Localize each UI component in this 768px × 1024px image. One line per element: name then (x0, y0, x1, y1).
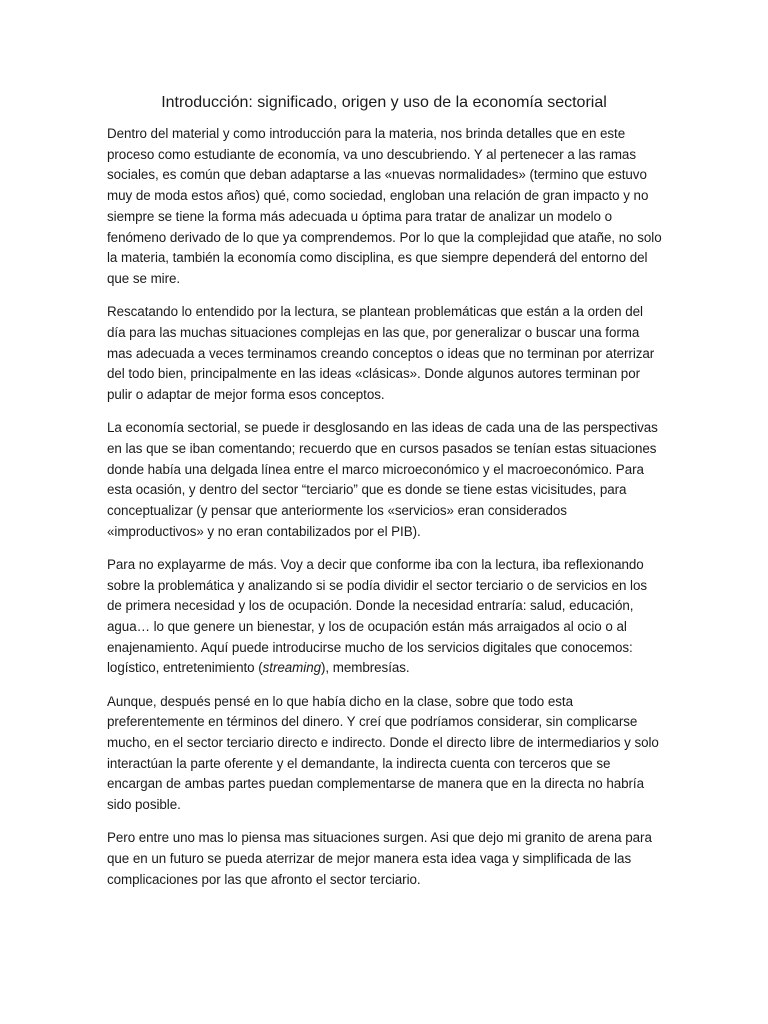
paragraph-5: Aunque, después pensé en lo que había dicho en la clase, sobre que todo esta preferentemente en términos del dinero. Y creí que podríamos considerar, sin complicarse mucho, en el sector terciario directo e indirecto. Donde el directo libre de intermediarios y solo interactúan la parte oferente y el demandante, la indirecta cuenta con terceros que se encargan de ambas partes puedan complementarse de manera que en la directa no habría sido posible. (107, 693, 659, 813)
paragraph-1: Dentro del material y como introducción para la materia, nos brinda detalles que en este proceso como estudiante de economía, va uno descubriendo. Y al pertenecer a las ramas sociales, es común que deban adaptarse a las «nuevas normalidades» (termino que estuvo muy de moda estos años) qué, como sociedad, engloban una relación de gran impacto y no siempre se tiene la forma más adecuada u óptima para tratar de analizar un modelo o fenómeno derivado de lo que ya comprendemos. Por lo que la complejidad que atañe, no solo la materia, también la economía como disciplina, es que siempre dependerá del entorno del que se mire. (107, 126, 662, 286)
paragraph-2: Rescatando lo entendido por la lectura, se plantean problemáticas que están a la orden del día para las muchas situaciones complejas en las que, por generalizar o buscar una forma mas adecuada a veces terminamos creando conceptos o ideas que no terminan por aterrizar del todo bien, principalmente en las ideas «clásicas». Donde algunos autores terminan por pulir o adaptar de mejor forma esos conceptos. (107, 304, 655, 402)
paragraph-4-text-after: ), membresías. (321, 660, 410, 676)
document-body (107, 124, 663, 903)
paragraph-4-emphasis: streaming (262, 660, 321, 676)
document-title: Introducción: significado, origen y uso de la economía sectorial (161, 94, 607, 111)
paragraph-4 (107, 555, 663, 679)
paragraph-6: Pero entre uno mas lo piensa mas situaciones surgen. Asi que dejo mi granito de arena para que en un futuro se pueda aterrizar de mejor manera esta idea vaga y simplificada de las complicaciones por las que afronto el sector terciario. (107, 830, 652, 887)
paragraph-3: La economía sectorial, se puede ir desglosando en las ideas de cada una de las perspectivas en las que se iban comentando; recuerdo que en cursos pasados se tenían estas situaciones donde había una delgada línea entre el marco microeconómico y el macroeconómico. Para esta ocasión, y dentro del sector “terciario” que es donde se tiene estas vicisitudes, para conceptualizar (y pensar que anteriormente los «servicios» eran considerados «improductivos» y no eran contabilizados por el PIB). (107, 420, 658, 539)
paragraph-4-text-before: Para no explayarme de más. Voy a decir que conforme iba con la lectura, iba reflexionando sobre la problemática y analizando si se podía dividir el sector terciario o de servicios en los de primera necesidad y los de ocupación. Donde la necesidad entraría: salud, educación, agua… lo que genere un bienestar, y los de ocupación están más arraigados al ocio o al enajenamiento. Aquí puede introducirse mucho de los servicios digitales que conocemos: logístico, entretenimiento ( (107, 556, 648, 676)
